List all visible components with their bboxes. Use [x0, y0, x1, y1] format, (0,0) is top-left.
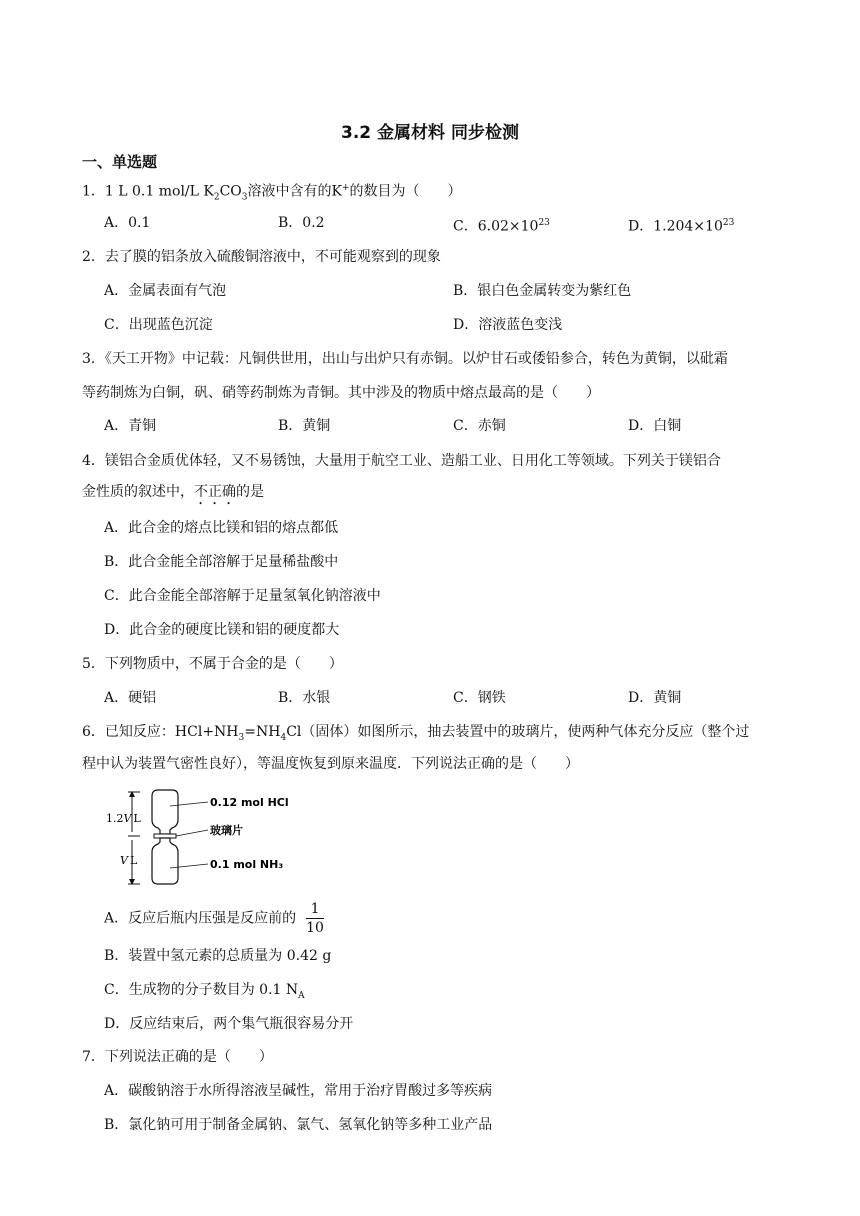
q3-option-a: A．青铜: [104, 418, 157, 434]
q2-option-a: A．金属表面有气泡: [104, 283, 227, 299]
top-volume-label: 1.2V L: [106, 812, 141, 825]
q7-option-b: B．氯化钠可用于制备金属钠、氯气、氢氧化钠等多种工业产品: [104, 1117, 493, 1133]
question-2: 2．去了膜的铝条放入硫酸铜溶液中，不可能观察到的现象: [82, 249, 441, 265]
q7-option-a: A．碳酸钠溶于水所得溶液呈碱性，常用于治疗胃酸过多等疾病: [104, 1083, 493, 1099]
q2-option-c: C．出现蓝色沉淀: [104, 317, 213, 333]
question-4-line-1: 4．镁铝合金质优体轻，又不易锈蚀，大量用于航空工业、造船工业、日用化工等领域。下列关于镁铝合: [82, 453, 721, 469]
q5-option-a: A．硬铝: [104, 690, 157, 706]
q4-option-b: B．此合金能全部溶解于足量稀盐酸中: [104, 554, 339, 570]
q5-option-b: B．水银: [278, 690, 331, 706]
question-6-line-2: 程中认为装置气密性良好），等温度恢复到原来温度．下列说法正确的是（ ）: [82, 756, 579, 772]
question-6-line-1: 6．已知反应：$HCl+NH_3=NH_4Cl$（固体）如图所示，抽去装置中的玻璃片，使两种气体充分反应（整个过: [82, 724, 750, 743]
q1-option-a: A．0.1: [104, 215, 151, 231]
q4-option-a: A．此合金的熔点比镁和铝的熔点都低: [104, 520, 339, 536]
q3-option-c: C．赤铜: [453, 418, 506, 434]
q3-option-b: B．黄铜: [278, 418, 331, 434]
hcl-label: 0.12 mol HCl: [210, 796, 289, 809]
q2-option-b: B．银白色金属转变为紫红色: [453, 283, 632, 299]
glass-plate-label: 玻璃片: [210, 824, 243, 837]
q4-option-c: C．此合金能全部溶解于足量氢氧化钠溶液中: [104, 588, 381, 604]
question-1: 1．1 L 0.1 mol/L $K_2CO_3$溶液中含有的K+的数目为（ ）: [82, 183, 462, 203]
nh3-label: 0.1 mol NH₃: [210, 858, 284, 871]
q1-option-b: B．0.2: [278, 215, 325, 231]
fraction: $\frac{1}{10}$: [306, 901, 324, 936]
q6-option-b: B．装置中氢元素的总质量为 0.42 g: [104, 948, 332, 964]
q3-option-d: D．白铜: [628, 418, 682, 434]
question-5: 5．下列物质中，不属于合金的是（ ）: [82, 656, 343, 672]
question-4-line-2: 金性质的叙述中，不正确的是: [82, 484, 264, 500]
q6-option-a: A．反应后瓶内压强是反应前的 $\frac{1}{10}$: [104, 901, 324, 936]
question-7: 7．下列说法正确的是（ ）: [82, 1049, 273, 1065]
page-title: 3.2 金属材料 同步检测: [341, 123, 519, 143]
q1-option-d: D．$1.204\times 10^{23}$: [628, 218, 735, 235]
gas-bottle-figure: [100, 788, 320, 888]
bottom-volume-label: V L: [120, 854, 138, 867]
emphasis-text: 不正确: [194, 484, 236, 500]
q4-option-d: D．此合金的硬度比镁和铝的硬度都大: [104, 622, 340, 638]
q6-option-d: D．反应结束后，两个集气瓶很容易分开: [104, 1016, 354, 1032]
section-heading: 一、单选题: [82, 153, 158, 171]
q5-option-d: D．黄铜: [628, 690, 682, 706]
q5-option-c: C．钢铁: [453, 690, 506, 706]
q6-option-c: C．生成物的分子数目为 0.1 $N_A$: [104, 982, 305, 1001]
q2-option-d: D．溶液蓝色变浅: [453, 317, 563, 333]
question-3-line-1: 3．《天工开物》中记载：凡铜供世用，出山与出炉只有赤铜。以炉甘石或倭铅参合，转色为黄铜，以砒霜: [82, 351, 728, 367]
question-3-line-2: 等药制炼为白铜，矾、硝等药制炼为青铜。其中涉及的物质中熔点最高的是（ ）: [82, 385, 600, 401]
q1-option-c: C．$6.02\times 10^{23}$: [453, 218, 550, 235]
